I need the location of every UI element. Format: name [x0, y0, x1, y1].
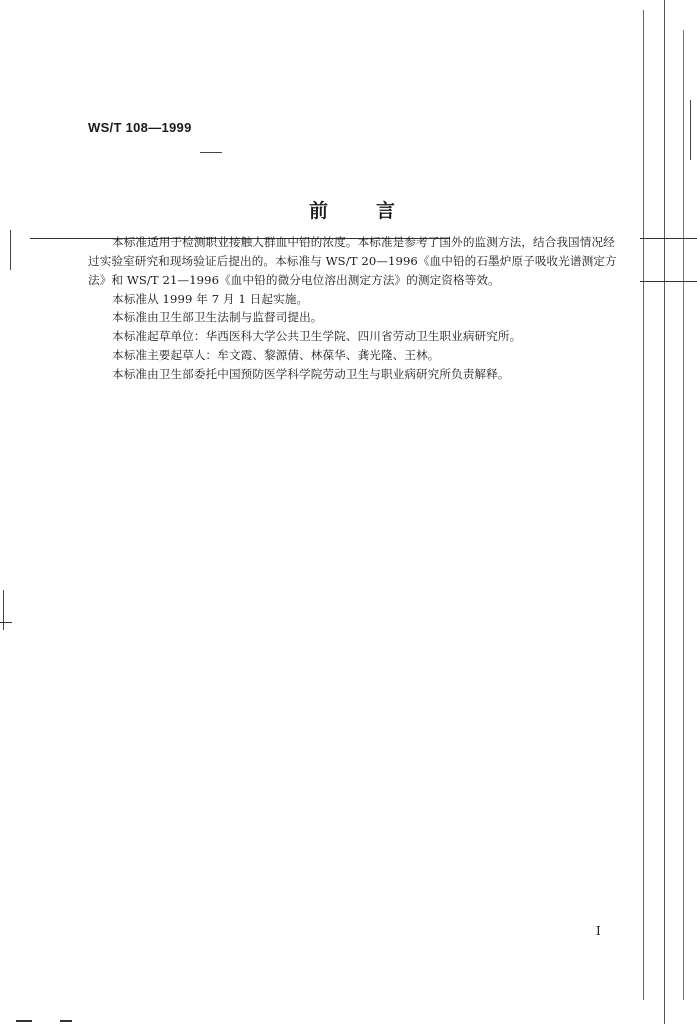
scan-artifact-line [640, 238, 697, 239]
paragraph-line: 本标准起草单位：华西医科大学公共卫生学院、四川省劳动卫生职业病研究所。 [112, 329, 522, 343]
scan-artifact-line [643, 10, 644, 1000]
scan-artifact-line [3, 590, 4, 630]
scan-artifact-line [0, 622, 12, 623]
scan-artifact-line [10, 230, 11, 270]
paragraph-line: 过实验室研究和现场验证后提出的。本标准与 WS/T 20—1996《血中铅的石墨炉原子吸收光谱测定方 [88, 254, 617, 268]
paragraph-line: 本标准主要起草人：牟文霞、黎源倩、林葆华、龚光隆、王林。 [112, 348, 440, 362]
scan-artifact-line [690, 100, 691, 160]
scan-artifact-line [16, 1020, 32, 1022]
paragraph-line: 本标准适用于检测职业接触人群血中铅的浓度。本标准是参考了国外的监测方法，结合我国情况经 [112, 235, 615, 249]
page-number: I [596, 924, 601, 938]
paragraph-line: 本标准由卫生部卫生法制与监督司提出。 [112, 310, 323, 324]
scan-artifact-line [60, 1020, 72, 1022]
paragraph-line: 本标准由卫生部委托中国预防医学科学院劳动卫生与职业病研究所负责解释。 [112, 367, 510, 381]
scan-artifact-line [640, 281, 697, 282]
scan-artifact-line [664, 0, 665, 1024]
scan-artifact-line [200, 152, 222, 153]
scan-artifact-line [683, 30, 684, 1000]
paragraph-line: 本标准从 1999 年 7 月 1 日起实施。 [112, 292, 309, 306]
page-title: 前言 [309, 200, 444, 222]
standard-code: WS/T 108—1999 [88, 120, 192, 135]
paragraph-line: 法》和 WS/T 21—1996《血中铅的微分电位溶出测定方法》的测定资格等效。 [88, 273, 500, 287]
